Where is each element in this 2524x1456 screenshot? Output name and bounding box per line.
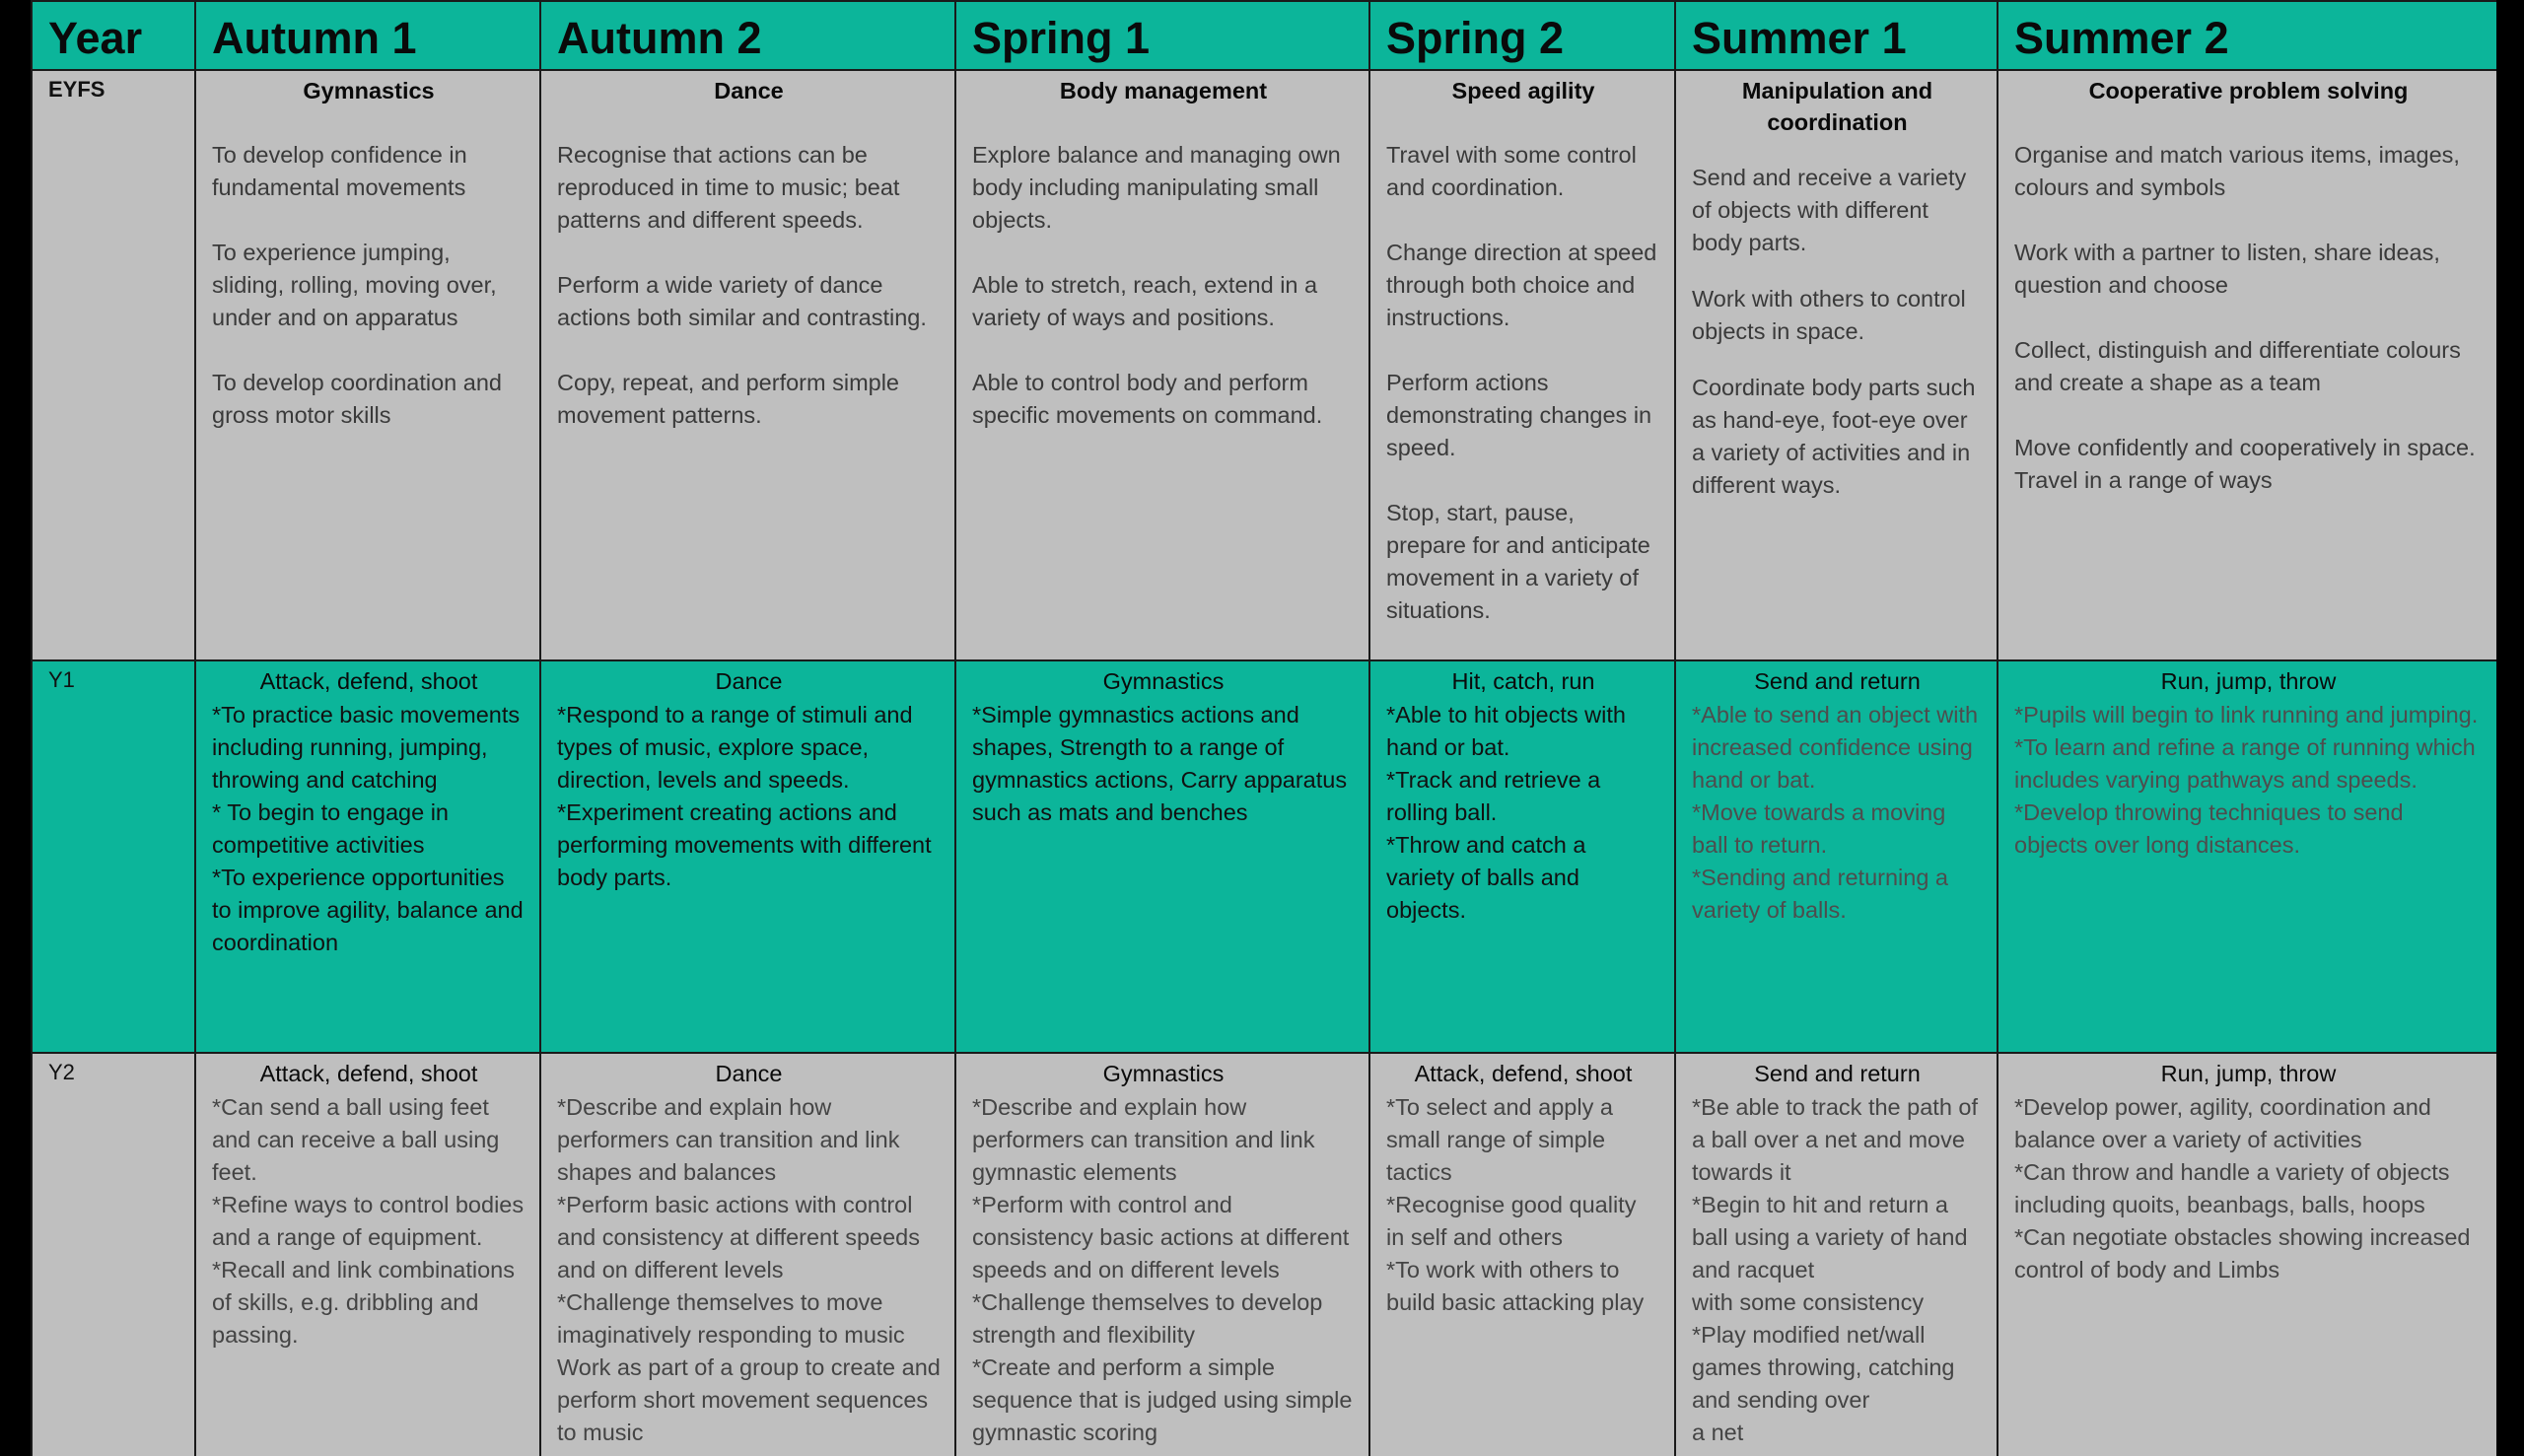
objective: *Can throw and handle a variety of objects including quoits, beanbags, balls, hoops	[2014, 1159, 2450, 1217]
objective: Work as part of a group to create and perform short movement sequences to music	[557, 1354, 941, 1445]
topic-title: Gymnastics	[1102, 1061, 1225, 1086]
objective: *Pupils will begin to link running and jumping.	[2014, 702, 2479, 728]
header-autumn-1: Autumn 1	[195, 1, 540, 70]
objective: *Be able to track the path of a ball over a net and move towards it	[1692, 1094, 1979, 1185]
objective: * To begin to engage in competitive activities	[212, 799, 449, 858]
cell-spring-2	[1369, 70, 1675, 660]
cell-autumn-2	[540, 660, 955, 1053]
objective: Coordinate body parts such as hand-eye, foot-eye over a variety of activities and in different ways.	[1692, 375, 1976, 498]
objective: Collect, distinguish and differentiate colours and create a shape as a team	[2014, 337, 2461, 395]
objective: *Can negotiate obstacles showing increased control of body and Limbs	[2014, 1224, 2471, 1283]
objective: *Can send a ball using feet and can receive a ball using feet.	[212, 1094, 500, 1185]
objective: *Recall and link combinations of skills, e.g. dribbling and passing.	[212, 1257, 515, 1348]
objective: Send and receive a variety of objects with different body parts.	[1692, 165, 1967, 255]
topic-title: Cooperative problem solving	[2088, 78, 2409, 104]
objective: To develop coordination and gross motor skills	[212, 370, 502, 428]
objective: Change direction at speed through both choice and instructions.	[1386, 240, 1657, 330]
objective: Able to control body and perform specific movements on command.	[972, 370, 1323, 428]
topic-title: Manipulation and coordination	[1741, 78, 1933, 135]
topic-title: Attack, defend, shoot	[259, 1061, 478, 1086]
topic-title: Send and return	[1754, 668, 1921, 694]
cell-autumn-2	[540, 70, 955, 660]
year-label: Y1	[32, 660, 195, 1053]
objective: *Refine ways to control bodies and a range of equipment.	[212, 1192, 525, 1250]
objective: *Challenge themselves to develop strength and flexibility	[972, 1289, 1323, 1348]
objective: Work with a partner to listen, share ideas, question and choose	[2014, 240, 2440, 298]
objective: Travel with some control and coordination.	[1386, 142, 1637, 200]
year-label: EYFS	[32, 70, 195, 660]
header-summer-1: Summer 1	[1675, 1, 1998, 70]
header-row	[32, 1, 2496, 70]
cell-autumn-1	[195, 70, 540, 660]
topic-title: Run, jump, throw	[2160, 1061, 2337, 1086]
objective: *Track and retrieve a rolling ball.	[1386, 767, 1601, 825]
topic-title: Hit, catch, run	[1451, 668, 1595, 694]
objective: *Experiment creating actions and performing movements with different body parts.	[557, 799, 932, 890]
objective: *Sending and returning a variety of balls.	[1692, 865, 1949, 923]
cell-summer-1	[1675, 660, 1998, 1053]
objective: *Develop throwing techniques to send objects over long distances.	[2014, 799, 2404, 858]
objective: To experience jumping, sliding, rolling, moving over, under and on apparatus	[212, 240, 497, 330]
cell-autumn-1	[195, 1053, 540, 1456]
table-row-eyfs	[32, 70, 2496, 660]
objective: *Able to send an object with increased confidence using hand or bat.	[1692, 702, 1979, 793]
cell-summer-1	[1675, 70, 1998, 660]
objective: *Move towards a moving ball to return.	[1692, 799, 1946, 858]
objective: *Begin to hit and return a ball using a variety of hand and racquet	[1692, 1192, 1968, 1283]
cell-spring-2	[1369, 660, 1675, 1053]
cell-summer-2	[1998, 660, 2496, 1053]
objective: Work with others to control objects in space.	[1692, 286, 1966, 344]
objective: *Perform with control and consistency basic actions at different	[972, 1192, 1350, 1250]
cell-autumn-1	[195, 660, 540, 1053]
topic-title: Speed agility	[1451, 78, 1595, 104]
header-summer-2: Summer 2	[1998, 1, 2496, 70]
objective: *Simple gymnastics actions and shapes, Strength to a range of gymnastics actions, Carry apparatus such as mats and benches	[972, 702, 1348, 825]
objective: *Recognise good quality in self and others	[1386, 1192, 1637, 1250]
cell-autumn-2	[540, 1053, 955, 1456]
objective: Stop, start, pause, prepare for and anticipate movement in a variety of situations.	[1386, 500, 1650, 623]
objective: Recognise that actions can be reproduced in time to music; beat patterns and different speeds.	[557, 142, 900, 233]
objective: *To practice basic movements including running, jumping, throwing and catching	[212, 702, 521, 793]
cell-spring-1	[955, 660, 1369, 1053]
cell-spring-2	[1369, 1053, 1675, 1456]
objective: a net	[1692, 1420, 1744, 1445]
objective: *To learn and refine a range of running which includes varying pathways and speeds.	[2014, 734, 2476, 793]
objective: Perform a wide variety of dance actions both similar and contrasting.	[557, 272, 927, 330]
topic-title: Attack, defend, shoot	[1414, 1061, 1633, 1086]
header-year: Year	[32, 1, 195, 70]
cell-spring-1	[955, 70, 1369, 660]
objective: *Describe and explain how performers can transition and link gymnastic elements	[972, 1094, 1315, 1185]
objective: Copy, repeat, and perform simple movement patterns.	[557, 370, 900, 428]
cell-spring-1	[955, 1053, 1369, 1456]
header-spring-1: Spring 1	[955, 1, 1369, 70]
topic-title: Send and return	[1754, 1061, 1921, 1086]
topic-title: Dance	[714, 78, 784, 104]
objective: *Play modified net/wall games throwing, catching and sending over	[1692, 1322, 1955, 1413]
objective: *Respond to a range of stimuli and types of music, explore space, direction, levels and speeds.	[557, 702, 913, 793]
objective: with some consistency	[1692, 1289, 1925, 1315]
objective: To develop confidence in fundamental movements	[212, 142, 467, 200]
objective: Move confidently and cooperatively in space. Travel in a range of ways	[2014, 435, 2476, 493]
topic-title: Gymnastics	[303, 78, 435, 104]
pe-curriculum-table	[31, 0, 2496, 1456]
objective: *Perform basic actions with control and consistency at different speeds and on different levels	[557, 1192, 920, 1283]
header-spring-2: Spring 2	[1369, 1, 1675, 70]
objective: *Throw and catch a variety of balls and objects.	[1386, 832, 1586, 923]
topic-title: Attack, defend, shoot	[259, 668, 478, 694]
objective: Organise and match various items, images, colours and symbols	[2014, 142, 2460, 200]
objective: *Create and perform a simple sequence that is judged using simple gymnastic scoring	[972, 1354, 1353, 1445]
objective: *Challenge themselves to move imaginatively responding to music	[557, 1289, 905, 1348]
objective: speeds and on different levels	[972, 1257, 1280, 1283]
cell-summer-2	[1998, 1053, 2496, 1456]
objective: *To experience opportunities to improve agility, balance and coordination	[212, 865, 524, 955]
objective: *Describe and explain how performers can transition and link shapes and balances	[557, 1094, 900, 1185]
header-autumn-2: Autumn 2	[540, 1, 955, 70]
topic-title: Gymnastics	[1102, 668, 1225, 694]
objective: *Develop power, agility, coordination and balance over a variety of activities	[2014, 1094, 2431, 1152]
objective: *To select and apply a small range of simple tactics	[1386, 1094, 1613, 1185]
objective: Able to stretch, reach, extend in a variety of ways and positions.	[972, 272, 1318, 330]
cell-summer-1	[1675, 1053, 1998, 1456]
objective: *To work with others to build basic attacking play	[1386, 1257, 1645, 1315]
table-row-y1	[32, 660, 2496, 1053]
topic-title: Body management	[1059, 78, 1268, 104]
topic-title: Dance	[715, 668, 783, 694]
objective: *Able to hit objects with hand or bat.	[1386, 702, 1626, 760]
cell-summer-2	[1998, 70, 2496, 660]
objective: Perform actions demonstrating changes in speed.	[1386, 370, 1652, 460]
objective: Explore balance and managing own body including manipulating small objects.	[972, 142, 1341, 233]
table-row-y2	[32, 1053, 2496, 1456]
curriculum-sheet	[31, 0, 2496, 1456]
topic-title: Run, jump, throw	[2160, 668, 2337, 694]
year-label: Y2	[32, 1053, 195, 1456]
topic-title: Dance	[715, 1061, 783, 1086]
